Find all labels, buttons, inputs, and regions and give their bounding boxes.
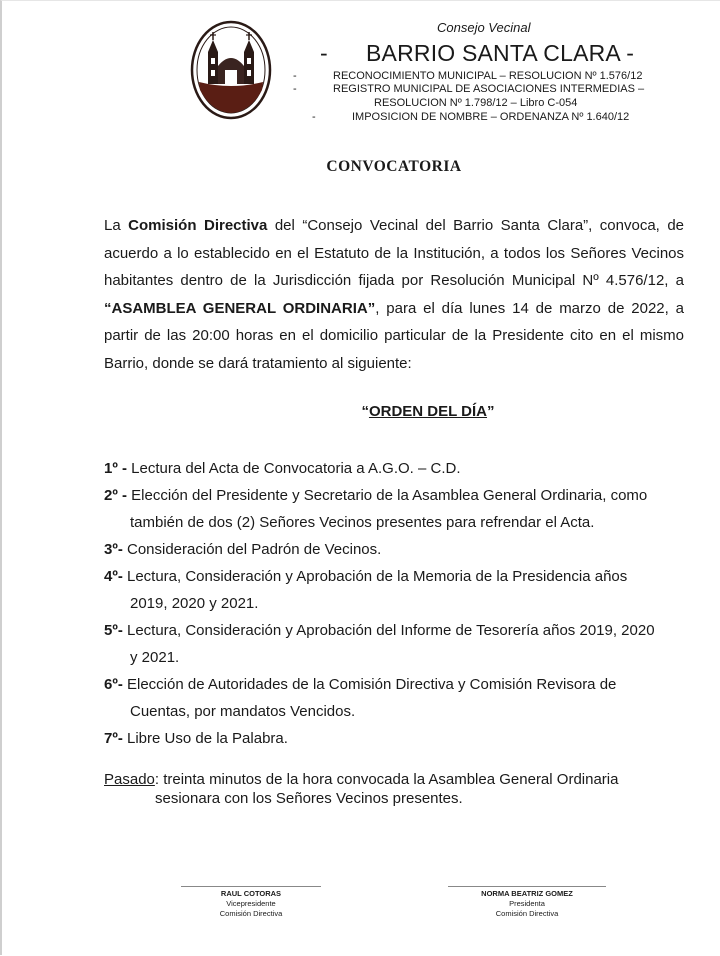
church-logo-icon bbox=[190, 20, 272, 120]
agenda-item-text: Lectura, Consideración y Aprobación del Informe de Tesorería años 2019, 2020 bbox=[126, 622, 655, 639]
closing-note-continuation: sesionara con los Señores Vecinos presentes. bbox=[155, 790, 463, 807]
agenda-item bbox=[104, 482, 684, 536]
header-line-bullet: - bbox=[293, 70, 297, 82]
signature-block-vicepresident bbox=[181, 886, 321, 919]
agenda-item bbox=[104, 455, 684, 482]
agenda-heading bbox=[0, 403, 720, 420]
header-line-text: RESOLUCION Nº 1.798/12 – Libro C-054 bbox=[374, 97, 578, 109]
signature-role: Vicepresidente bbox=[226, 899, 276, 908]
para-text: La bbox=[104, 217, 129, 234]
agenda-item bbox=[104, 536, 684, 563]
para-bold: Comisión Directiva bbox=[128, 217, 268, 234]
signature-line bbox=[448, 886, 606, 887]
agenda-heading-quote: ” bbox=[487, 403, 495, 420]
agenda-item bbox=[104, 725, 684, 752]
agenda-item-text: Elección del Presidente y Secretario de la Asamblea General Ordinaria, como bbox=[131, 487, 648, 504]
agenda-item-number: 1º - bbox=[104, 460, 132, 477]
agenda-item bbox=[104, 563, 684, 617]
agenda-item-continuation: Cuentas, por mandatos Vencidos. bbox=[130, 703, 356, 720]
header-line-3 bbox=[374, 97, 577, 109]
closing-note-text: : treinta minutos de la hora convocada la Asamblea General Ordinaria bbox=[154, 771, 619, 788]
header-line-1 bbox=[293, 70, 643, 82]
agenda-item bbox=[104, 671, 684, 725]
agenda-item-continuation: 2019, 2020 y 2021. bbox=[130, 595, 259, 612]
org-title-text: BARRIO SANTA CLARA - bbox=[366, 40, 635, 66]
org-subtitle: Consejo Vecinal bbox=[437, 20, 531, 35]
signature-org: Comisión Directiva bbox=[495, 909, 559, 918]
agenda-heading-text: ORDEN DEL DÍA bbox=[368, 403, 488, 420]
convocation-paragraph bbox=[104, 212, 684, 377]
agenda-item-text: Lectura del Acta de Convocatoria a A.G.O. – C.D. bbox=[131, 460, 461, 477]
header-line-4 bbox=[312, 111, 630, 123]
header-line-2 bbox=[293, 83, 645, 95]
agenda-item-text: Elección de Autoridades de la Comisión Directiva y Comisión Revisora de bbox=[126, 676, 617, 693]
agenda-list bbox=[104, 455, 684, 752]
agenda-item-text: Libre Uso de la Palabra. bbox=[126, 730, 288, 747]
agenda-item-number: 3º- bbox=[104, 541, 127, 558]
signature-role: Presidenta bbox=[509, 899, 545, 908]
header-line-bullet: - bbox=[293, 83, 297, 95]
para-text: del “Consejo Vecinal del Barrio Santa Clara”, convoca, de acuerdo a lo establecido en el Estatuto de la Institución, a todos los Señores Vecinos habitantes dentro de la Jurisdicción fijada por Resolución Municipal Nº 4.576/12, a bbox=[104, 217, 685, 289]
signature-org: Comisión Directiva bbox=[219, 909, 283, 918]
agenda-item-text: Consideración del Padrón de Vecinos. bbox=[126, 541, 382, 558]
header-line-text: REGISTRO MUNICIPAL DE ASOCIACIONES INTERMEDIAS – bbox=[333, 83, 645, 95]
agenda-item-number: 5º- bbox=[104, 622, 127, 639]
agenda-item-number: 4º- bbox=[104, 568, 127, 585]
agenda-item-number: 2º - bbox=[104, 487, 132, 504]
org-title bbox=[320, 40, 634, 67]
para-text: , para el día lunes 14 de marzo de 2022, a partir de las 20:00 horas en el domicilio particular de la Presidente cito en el mismo Barrio, donde se dará tratamiento al siguiente: bbox=[104, 299, 685, 372]
agenda-item bbox=[104, 617, 684, 671]
agenda-item-text: Lectura, Consideración y Aprobación de la Memoria de la Presidencia años bbox=[126, 568, 628, 585]
closing-note bbox=[104, 770, 684, 808]
agenda-item-continuation: también de dos (2) Señores Vecinos presentes para refrendar el Acta. bbox=[130, 514, 595, 531]
org-title-dash: - bbox=[320, 40, 328, 66]
signature-block-president bbox=[448, 886, 606, 919]
closing-note-label: Pasado bbox=[104, 771, 155, 788]
agenda-heading-quote: “ bbox=[361, 403, 369, 420]
agenda-item-continuation: y 2021. bbox=[130, 649, 180, 666]
para-bold: “ASAMBLEA GENERAL ORDINARIA” bbox=[104, 299, 376, 317]
header-line-text: IMPOSICION DE NOMBRE – ORDENANZA Nº 1.640/12 bbox=[352, 111, 630, 123]
signature-name: NORMA BEATRIZ GOMEZ bbox=[481, 889, 573, 898]
agenda-item-number: 6º- bbox=[104, 676, 127, 693]
agenda-item-number: 7º- bbox=[104, 730, 127, 747]
signature-name: RAUL COTORAS bbox=[220, 889, 282, 898]
signature-line bbox=[181, 886, 321, 887]
header-line-bullet: - bbox=[312, 111, 316, 123]
header-line-text: RECONOCIMIENTO MUNICIPAL – RESOLUCION Nº 1.576/12 bbox=[333, 70, 643, 82]
document-title: CONVOCATORIA bbox=[326, 158, 462, 175]
